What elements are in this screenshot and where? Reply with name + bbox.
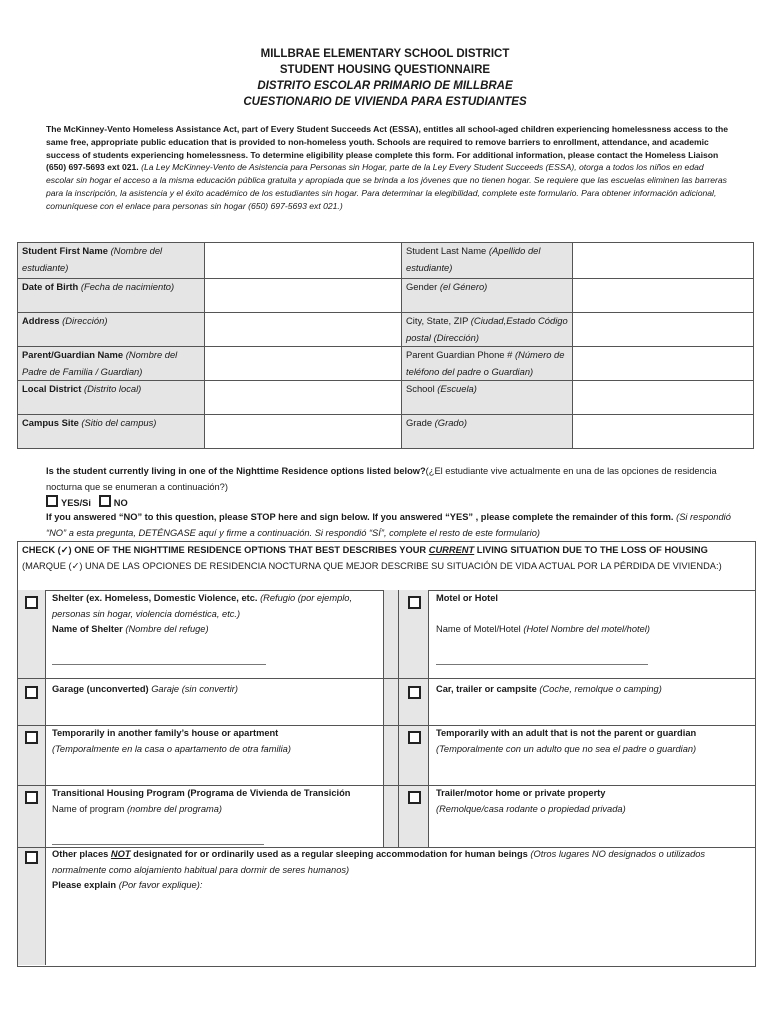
yes-label: YES/Si <box>61 498 91 508</box>
no-label: NO <box>113 498 128 508</box>
form-title: STUDENT HOUSING QUESTIONNAIRE <box>279 64 491 76</box>
label-grade: Grade (Grado) <box>402 415 573 449</box>
transitional-option: Transitional Housing Program (Programa de Vivienda de Transición Name of program (nombre del programa) <box>52 788 351 814</box>
last-name-field[interactable] <box>573 243 754 279</box>
label-first-name: Student First Name (Nombre del estudiante) <box>18 243 205 279</box>
district-title-es: DISTRITO ESCOLAR PRIMARIO DE MILLBRAE <box>257 80 513 92</box>
shelter-name-line[interactable] <box>52 664 266 665</box>
options-header: CHECK (✓) ONE OF THE NIGHTTIME RESIDENCE OPTIONS THAT BEST DESCRIBES YOUR CURRENT LIVING SITUATION DUE TO THE LOSS OF HOUSING (MARQUE (✓) UNA DE LAS OPCIONES DE RESIDENCIA NOCTURNA QUE MEJOR DESCRIBE SU SITUACIÓN DE VIDA ACTUAL POR LA PÉRDIDA DE VIVIENDA:) <box>22 545 722 571</box>
form-title-es: CUESTIONARIO DE VIVIENDA PARA ESTUDIANTES <box>243 96 527 108</box>
grade-field[interactable] <box>573 415 754 449</box>
transitional-checkbox[interactable] <box>25 791 38 804</box>
label-campus-site: Campus Site (Sitio del campus) <box>18 415 205 449</box>
car-checkbox[interactable] <box>408 686 421 699</box>
local-district-field[interactable] <box>205 381 402 415</box>
adult-checkbox[interactable] <box>408 731 421 744</box>
guardian-name-field[interactable] <box>205 347 402 381</box>
label-guardian-name: Parent/Guardian Name (Nombre del Padre de Familia / Guardian) <box>18 347 205 381</box>
student-info-table <box>17 242 754 449</box>
label-city-state-zip: City, State, ZIP (Ciudad,Estado Código postal (Dirección) <box>402 313 573 347</box>
car-option: Car, trailer or campsite (Coche, remolque o camping) <box>436 684 662 694</box>
guardian-phone-field[interactable] <box>573 347 754 381</box>
intro-spanish: (La Ley McKinney-Vento de Asistencia para Personas sin Hogar, parte de la Ley Every Student Succeeds (ESSA), otorga a todos los niños en edad escolar sin hogar el acceso a la misma educación pública gratuita y apropiada que se brinda a los jóvenes que no tienen hogar. Se requiere que las escuelas eliminen las barreras para la inscripción, la asistencia y el éxito académico de los estudiantes sin hogar. Para determinar la elegibilidad, complete este formulario. Para obtener información adicional, comuníquese con el enlace para personas sin hogar (650) 697-5693 ext 021.) <box>46 162 727 211</box>
intro-paragraph <box>46 123 732 213</box>
other-places-checkbox[interactable] <box>25 851 38 864</box>
motel-checkbox[interactable] <box>408 596 421 609</box>
city-state-zip-field[interactable] <box>573 313 754 347</box>
shelter-option: Shelter (ex. Homeless, Domestic Violence, etc. (Refugio (por ejemplo, personas sin hogar, violencia doméstica, etc.) Name of Shelter (Nombre del refuge) <box>52 593 353 634</box>
family-house-checkbox[interactable] <box>25 731 38 744</box>
trailer-option: Trailer/motor home or private property (Remolque/casa rodante o propiedad privada) <box>436 788 626 814</box>
explain-field[interactable] <box>45 895 753 963</box>
residence-question: Is the student currently living in one of the Nighttime Residence options listed below?(¿El estudiante vive actualmente en una de las opciones de residencia nocturna que se enumeran a continuación?) <box>46 466 717 492</box>
label-local-district: Local District (Distrito local) <box>18 381 205 415</box>
label-school: School (Escuela) <box>402 381 573 415</box>
garage-checkbox[interactable] <box>25 686 38 699</box>
campus-site-field[interactable] <box>205 415 402 449</box>
district-title: MILLBRAE ELEMENTARY SCHOOL DISTRICT <box>260 48 510 60</box>
school-field[interactable] <box>573 381 754 415</box>
other-places-option: Other places NOT designated for or ordinarily used as a regular sleeping accommodation for human beings (Otros lugares NO designados o utilizados normalmente como alojamiento habitual para dormir de seres humanos) Please explain (Por favor explique): <box>52 849 706 890</box>
label-last-name: Student Last Name (Apellido del estudiante) <box>402 243 573 279</box>
first-name-field[interactable] <box>205 243 402 279</box>
family-house-option: Temporarily in another family’s house or apartment (Temporalmente en la casa o apartamento de otra familia) <box>52 728 291 754</box>
shelter-checkbox[interactable] <box>25 596 38 609</box>
stop-instruction: If you answered “NO” to this question, please STOP here and sign below. If you answered “YES” , please complete the remainder of this form. (Si respondió “NO” a esta pregunta, DETÉNGASE aquí y firme a continuación. Si respondió “SÍ”, complete el resto de este formulario) <box>46 512 731 538</box>
address-field[interactable] <box>205 313 402 347</box>
no-checkbox[interactable] <box>99 495 111 507</box>
gender-field[interactable] <box>573 279 754 313</box>
motel-option: Motel or Hotel <box>436 593 498 603</box>
trailer-checkbox[interactable] <box>408 791 421 804</box>
yes-checkbox[interactable] <box>46 495 58 507</box>
label-guardian-phone: Parent Guardian Phone # (Número de teléfono del padre o Guardian) <box>402 347 573 381</box>
motel-name-label: Name of Motel/Hotel (Hotel Nombre del motel/hotel) <box>436 624 650 634</box>
label-dob: Date of Birth (Fecha de nacimiento) <box>18 279 205 313</box>
right-checkbox-column <box>398 590 429 847</box>
left-checkbox-column <box>17 590 46 965</box>
label-address: Address (Dirección) <box>18 313 205 347</box>
adult-option: Temporarily with an adult that is not the parent or guardian (Temporalmente con un adulto que no sea el padre o guardian) <box>436 728 697 754</box>
motel-name-line[interactable] <box>436 664 648 665</box>
intro-english: The McKinney-Vento Homeless Assistance Act, part of Every Student Succeeds Act (ESSA), entitles all school-aged children experiencing homelessness access to the same free, appropriate public education that is provided to non-homeless youth. Schools are required to remove barriers to enrollment, attendance, and academic success of students experiencing homelessness. To determine eligibility please complete this form. For additional information, please contact the Homeless Liaison (650) 697-5693 ext 021. <box>46 124 728 173</box>
label-gender: Gender (el Género) <box>402 279 573 313</box>
garage-option: Garage (unconverted) Garaje (sin convertir) <box>52 684 238 694</box>
program-name-line[interactable] <box>52 844 264 845</box>
dob-field[interactable] <box>205 279 402 313</box>
